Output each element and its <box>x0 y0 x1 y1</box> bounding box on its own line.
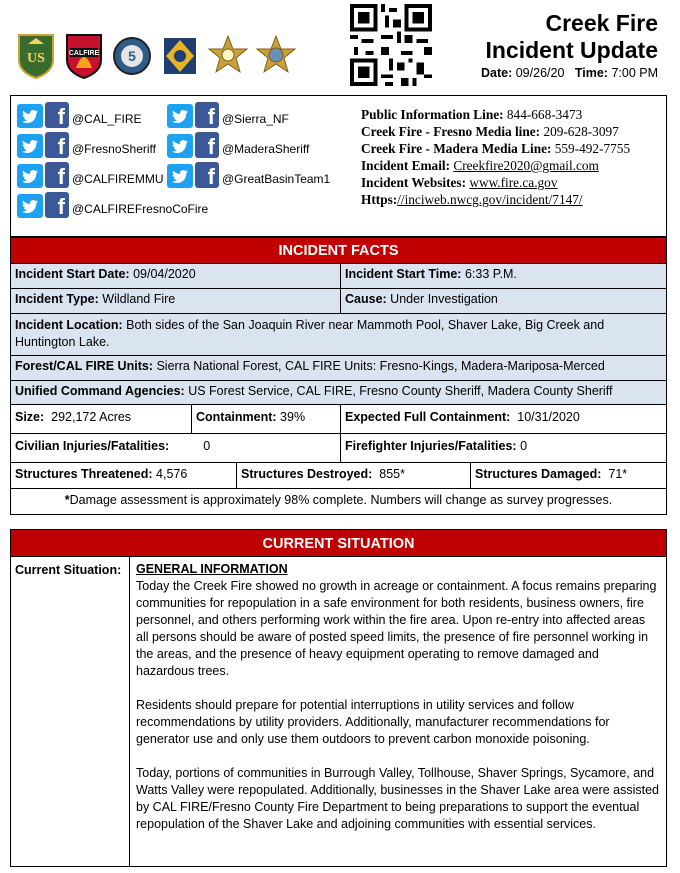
date-value: 09/26/20 <box>515 66 565 80</box>
social-great-basin[interactable] <box>167 162 330 188</box>
situation-paragraph-3: Today, portions of communities in Burrough Valley, Tollhouse, Shaver Springs, Sycamore, and Watts Valley were repopulated. Additionally, businesses in the Shaver Lake area were assisted by CAL FIRE/Fresno County Fire Department to being preparations to support the eventual repopulation of the Shaver Lake and adjoining communities with essential services. <box>136 766 659 831</box>
situation-paragraph-2: Residents should prepare for potential interruptions in utility services and follow recommendations by utility providers. Additionally, manufacturer recommendations for generator use and only use them outdoors to prevent carbon monoxide poisoning. <box>136 698 610 746</box>
social-calfiremmu[interactable] <box>17 162 164 188</box>
sheriff-star-2-icon <box>254 30 298 82</box>
cal-fire-shield-icon <box>62 30 106 82</box>
containment-value: 39% <box>280 410 306 424</box>
twitter-icon[interactable] <box>17 194 43 218</box>
agency-logos <box>14 30 298 82</box>
twitter-icon[interactable] <box>17 134 43 158</box>
email-link[interactable]: Creekfire2020@gmail.com <box>453 158 599 173</box>
facts-row-structures: Structures Threatened: 4,576 Structures Destroyed: 855* Structures Damaged: 71* <box>10 463 667 489</box>
fresno-media-line: Creek Fire - Fresno Media line: 209-628-3097 <box>361 124 619 139</box>
size-value: 292,172 Acres <box>51 410 132 424</box>
current-situation-label: Current Situation: <box>11 557 130 866</box>
facts-row-injuries: Civilian Injuries/Fatalities: 0 Firefighter Injuries/Fatalities: 0 <box>10 434 667 463</box>
social-sierra-nf[interactable] <box>167 102 289 128</box>
facebook-icon[interactable]: f <box>195 102 219 128</box>
social-handle: @GreatBasinTeam1 <box>222 172 331 186</box>
incident-facts-heading: INCIDENT FACTS <box>10 237 667 264</box>
contact-info <box>361 106 630 208</box>
cause-value: Under Investigation <box>390 292 498 306</box>
social-cal-fire[interactable] <box>17 102 142 128</box>
twitter-icon[interactable] <box>167 104 193 128</box>
social-handle: @CALFIREFresnoCoFire <box>72 202 209 216</box>
facts-row-location: Incident Location: Both sides of the San Joaquin River near Mammoth Pool, Shaver Lake, Big Creek and Huntington Lake. <box>10 314 667 356</box>
twitter-icon[interactable] <box>167 164 193 188</box>
forest-service-shield-icon <box>14 30 58 82</box>
facts-row-agencies: Unified Command Agencies: US Forest Service, CAL FIRE, Fresno County Sheriff, Madera County Sheriff <box>10 381 667 405</box>
facebook-icon[interactable]: f <box>45 162 69 188</box>
sheriff-star-icon <box>206 30 250 82</box>
svg-text:5: 5 <box>128 48 136 64</box>
public-info-line: Public Information Line: 844-668-3473 <box>361 107 583 122</box>
civilian-value: 0 <box>203 439 211 453</box>
social-handle: @MaderaSheriff <box>222 142 310 156</box>
general-information-heading: GENERAL INFORMATION <box>136 562 288 576</box>
facebook-icon[interactable]: f <box>195 132 219 158</box>
threatened-value: 4,576 <box>156 467 188 481</box>
incident-facts <box>10 237 667 515</box>
facebook-icon[interactable]: f <box>45 192 69 218</box>
document-title <box>481 10 658 80</box>
inciweb-url: Https://inciweb.nwcg.gov/incident/7147/ <box>361 192 583 207</box>
county-seal-icon <box>110 30 154 82</box>
title-line2: Incident Update <box>485 37 658 63</box>
twitter-icon[interactable] <box>167 134 193 158</box>
incident-email: Incident Email: Creekfire2020@gmail.com <box>361 158 599 173</box>
social-handle: @FresnoSheriff <box>72 142 156 156</box>
facts-row-type: Incident Type: Wildland Fire Cause: Under Investigation <box>10 289 667 314</box>
situation-paragraph-1: Today the Creek Fire showed no growth in acreage or containment. A focus remains preparing communities for repopulation in a safe environment for both residents, business owners, fire personnel, and others performing work within the fire area. Upon re-entry into affected areas all persons should be aware of posted speed limits, the presence of fire personnel working in the areas, and the presence of heavy equipment operating to remove damaged and hazardous trees. <box>136 579 657 678</box>
contact-box <box>10 95 667 237</box>
date-time: Date: 09/26/20 Time: 7:00 PM <box>480 66 658 80</box>
agencies-value: US Forest Service, CAL FIRE, Fresno County Sheriff, Madera County Sheriff <box>188 384 613 398</box>
social-madera-sheriff[interactable] <box>167 132 309 158</box>
twitter-icon[interactable] <box>17 104 43 128</box>
type-value: Wildland Fire <box>102 292 176 306</box>
facebook-icon[interactable]: f <box>45 102 69 128</box>
social-calfire-fresno[interactable] <box>17 192 208 218</box>
current-situation-body <box>10 557 667 867</box>
facebook-icon[interactable]: f <box>45 132 69 158</box>
svg-text:CALFIRE: CALFIRE <box>68 50 100 57</box>
facts-note: *Damage assessment is approximately 98% complete. Numbers will change as survey progresses. <box>10 489 667 515</box>
madera-media-line: Creek Fire - Madera Media Line: 559-492-7755 <box>361 141 631 156</box>
destroyed-value: 855* <box>379 467 405 481</box>
social-handle: @Sierra_NF <box>222 112 289 126</box>
website-link[interactable]: www.fire.ca.gov <box>469 175 558 190</box>
facts-row-units: Forest/CAL FIRE Units: Sierra National Forest, CAL FIRE Units: Fresno-Kings, Madera-Mariposa-Merced <box>10 356 667 381</box>
facts-row-start: Incident Start Date: 09/04/2020 Incident Start Time: 6:33 P.M. <box>10 264 667 289</box>
current-situation-text <box>130 557 666 866</box>
damaged-value: 71* <box>608 467 628 481</box>
start-date-value: 09/04/2020 <box>133 267 196 281</box>
twitter-icon[interactable] <box>17 164 43 188</box>
social-handle: @CAL_FIRE <box>72 112 142 126</box>
damage-note: Damage assessment is approximately 98% complete. Numbers will change as survey progresses. <box>69 493 613 507</box>
inciweb-link[interactable]: //inciweb.nwcg.gov/incident/7147/ <box>397 192 583 207</box>
qr-code-icon <box>350 4 432 86</box>
firefighter-value: 0 <box>520 439 528 453</box>
facebook-icon[interactable]: f <box>195 162 219 188</box>
district-badge-icon <box>158 30 202 82</box>
current-situation-heading: CURRENT SITUATION <box>10 529 667 557</box>
title-line1: Creek Fire <box>545 10 658 36</box>
start-time-value: 6:33 P.M. <box>464 267 517 281</box>
full-containment-value: 10/31/2020 <box>517 410 580 424</box>
units-value: Sierra National Forest, CAL FIRE Units: Fresno-Kings, Madera-Mariposa-Merced <box>156 359 605 373</box>
time-value: 7:00 PM <box>611 66 658 80</box>
location-value: Both sides of the San Joaquin River near Mammoth Pool, Shaver Lake, Big Creek and Huntington Lake. <box>15 318 605 349</box>
social-fresno-sheriff[interactable] <box>17 132 156 158</box>
social-handle: @CALFIREMMU <box>72 172 164 186</box>
svg-text:US: US <box>27 51 45 66</box>
facts-row-size: Size: 292,172 Acres Containment: 39% Expected Full Containment: 10/31/2020 <box>10 405 667 434</box>
incident-websites: Incident Websites: www.fire.ca.gov <box>361 175 558 190</box>
